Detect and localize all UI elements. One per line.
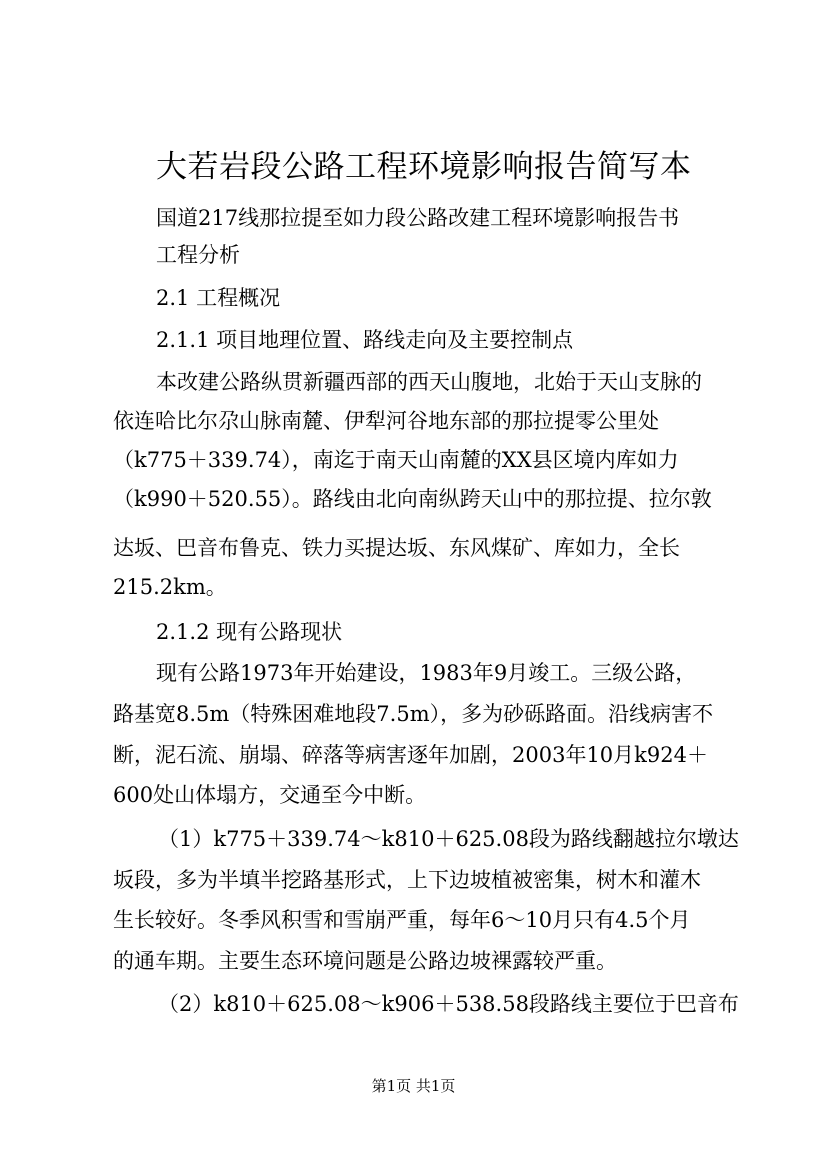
paragraph-line: （2）k810＋625.08～k906＋538.58段路线主要位于巴音布 bbox=[158, 992, 739, 1016]
document-subtitle: 国道217线那拉提至如力段公路改建工程环境影响报告书 bbox=[156, 206, 680, 230]
paragraph-line: 生长较好。冬季风积雪和雪崩严重，每年6～10月只有4.5个月 bbox=[113, 908, 691, 932]
paragraph-line: （k775＋339.74），南迄于南天山南麓的XX县区境内库如力 bbox=[113, 448, 679, 472]
section-heading-2-1-1: 2.1.1 项目地理位置、路线走向及主要控制点 bbox=[156, 328, 574, 352]
paragraph-line: 215.2km。 bbox=[113, 575, 227, 599]
page-footer: 第1页 共1页 bbox=[371, 1077, 456, 1095]
document-title: 大若岩段公路工程环境影响报告简写本 bbox=[156, 149, 692, 185]
section-heading-2-1-2: 2.1.2 现有公路现状 bbox=[156, 620, 343, 644]
paragraph-line: （1）k775＋339.74～k810＋625.08段为路线翻越拉尔墩达 bbox=[158, 827, 739, 851]
paragraph-line: （k990＋520.55）。路线由北向南纵跨天山中的那拉提、拉尔敦 bbox=[113, 487, 712, 511]
section-heading: 工程分析 bbox=[156, 243, 240, 267]
section-heading-2-1: 2.1 工程概况 bbox=[156, 286, 281, 310]
paragraph-line: 本改建公路纵贯新疆西部的西天山腹地，北始于天山支脉的 bbox=[156, 370, 702, 394]
paragraph-line: 现有公路1973年开始建设，1983年9月竣工。三级公路， bbox=[156, 661, 697, 685]
paragraph-line: 坂段，多为半填半挖路基形式，上下边坡植被密集，树木和灌木 bbox=[113, 868, 701, 892]
paragraph-line: 的通车期。主要生态环境问题是公路边坡裸露较严重。 bbox=[113, 949, 617, 973]
paragraph-line: 达坂、巴音布鲁克、铁力买提达坂、东风煤矿、库如力，全长 bbox=[113, 536, 680, 560]
paragraph-line: 依连哈比尔尕山脉南麓、伊犁河谷地东部的那拉提零公里处 bbox=[113, 409, 659, 433]
paragraph-line: 断，泥石流、崩塌、碎落等病害逐年加剧，2003年10月k924＋ bbox=[113, 743, 708, 767]
paragraph-line: 600处山体塌方，交通至今中断。 bbox=[113, 783, 427, 807]
paragraph-line: 路基宽8.5m（特殊困难地段7.5m），多为砂砾路面。沿线病害不 bbox=[113, 702, 714, 726]
